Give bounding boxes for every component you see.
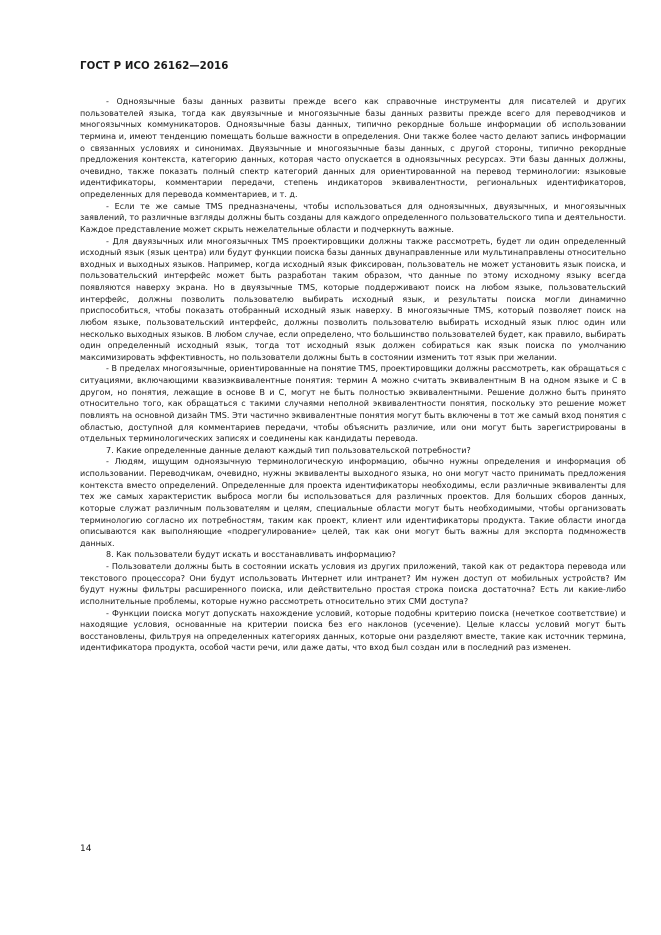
document-body <box>80 96 626 654</box>
paragraph: - Одноязычные базы данных развиты прежде всего как справочные инструменты для писателей и других пользователей языка, тогда как двуязычные и многоязычные базы данных развиты прежде всего для переводчиков и многоязычных коммуникаторов. Одноязычные базы данных, типично рекордные больше информации об использовании термина и, имеют тенденцию помещать больше важности в определения. Они также более часто делают запись информации о связанных условиях и синонимах. Двуязычные и многоязычные базы данных, с другой стороны, типично рекордные предложения контекста, категорию данных, которая часто опускается в одноязычных ресурсах. Эти базы данных должны, очевидно, также показать полный спектр категорий данных для ориентированной на перевод терминологии: языковые идентификаторы, комментарии передачи, степень индикаторов эквивалентности, региональных идентификаторов, определенных для перевода комментариев, и т. д. <box>80 97 626 199</box>
paragraph: - Функции поиска могут допускать нахождение условий, которые подобны критерию поиска (нечеткое соответствие) и находящие условия, основанные на критерии поиска без его наклонов (усечение). Целые классы условий могут быть восстановлены, фильтруя на определенных категориях данных, которые они разделяют вместе, такие как источник термина, идентификатора продукта, особой части речи, или даже даты, что вход был создан или в последний раз изменен. <box>80 608 626 653</box>
document-header: ГОСТ Р ИСО 26162—2016 <box>80 61 229 72</box>
paragraph: - Если те же самые TMS предназначены, чтобы использоваться для одноязычных, двуязычных, и многоязычных заявлений, то различные взгляды должны быть созданы для каждого определенного пользовательского типа и деятельности. Каждое представление может скрыть нежелательные области и подчеркнуть важные. <box>80 201 626 234</box>
paragraph: - Пользователи должны быть в состоянии искать условия из других приложений, такой как от редактора перевода или текстового процессора? Они будут использовать Интернет или интранет? Им нужен доступ от мобильных устройств? Им будут нужны фильтры расширенного поиска, или действительно простая строка поиска достаточна? Есть ли какие-либо исполнительные проблемы, которые нужно рассмотреть относительно этих СМИ доступа? <box>80 562 626 606</box>
page-number: 14 <box>80 844 92 854</box>
paragraph: - В пределах многоязычные, ориентированные на понятие TMS, проектировщики должны рассмотреть, как обращаться с ситуациями, включающими квазиэквивалентные понятия: термин А можно считать эквивалентным В на одном языке и С в другом, но понятия, лежащие в основе В и С, могут не быть полностью эквивалентными. Решение должно быть принято относительно того, как обращаться с такими случаями неполной эквивалентности понятия, поскольку это решение может повлиять на основной дизайн TMS. Эти частично эквивалентные понятия могут быть включены в тот же самый вход понятия с областью, доступной для комментариев передачи, чтобы объяснить различие, или они могут быть зарегистрированы в отдельных терминологических записях и соединены как кандидаты перевода. <box>80 364 626 444</box>
paragraph-question: 8. Как пользователи будут искать и восстанавливать информацию? <box>106 550 396 560</box>
paragraph: - Людям, ищущим одноязычную терминологическую информацию, обычно нужны определения и информация об использовании. Переводчикам, очевидно, нужны эквиваленты выходного языка, но они могут часто принимать предложения контекста вместо определений. Определенные для проекта идентификаторы необходимы, если различные эквиваленты для тех же самых характеристик выброса могли бы использоваться для различных проектов. Для больших сборов данных, которые служат различным пользователям и целям, специальные области могут быть необходимыми, чтобы организовать терминологию согласно их потребностям, таким как проект, клиент или идентификаторы продукта. Такие области иногда описываются как выполняющие «подрегулирование» целей, так как они могут быть важны для экспорта подмножеств данных. <box>80 457 626 548</box>
paragraph-question: 7. Какие определенные данные делают каждый тип пользовательской потребности? <box>106 445 471 455</box>
paragraph: - Для двуязычных или многоязычных TMS проектировщики должны также рассмотреть, будет ли один определенный исходный язык (язык центра) или будут функции поиска базы данных двунаправленные или мультинаправлены относительно входных и выходных языков. Например, когда исходный язык фиксирован, пользователь не может установить язык поиска, и пользовательский интерфейс может быть разработан таким образом, что данные по этому исходному языку всегда появляются наверху экрана. Но в двуязычные TMS, которые поддерживают поиск на любом языке, пользовательский интерфейс, должны позволить пользователю выбирать исходный язык, и результаты поиска могли динамично приспособиться, чтобы показать отобранный исходный язык наверху. В многоязычные TMS, который позволяет поиск на любом языке, пользовательский интерфейс, должны позволить пользователю выбирать исходный язык плюс один или несколько выходных языков. В любом случае, если определено, что большинство пользователей будет, как правило, выбирать один определенный исходный язык, тогда тот исходный язык должен собираться как язык поиска по умолчанию максимизировать эффективность, но пользователи должны быть в состоянии изменить тот язык при желании. <box>80 236 626 362</box>
